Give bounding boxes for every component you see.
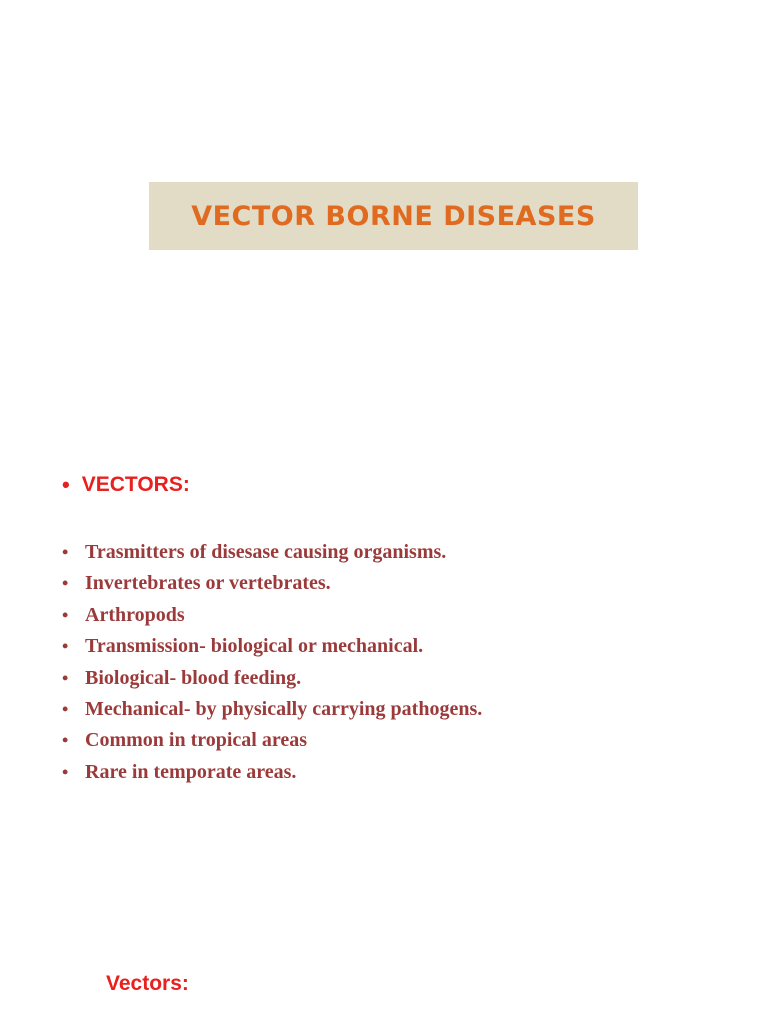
list-item: [62, 604, 482, 635]
section-heading: [62, 472, 190, 498]
list-item: [62, 698, 482, 729]
page-title: VECTOR BORNE DISEASES: [191, 200, 596, 232]
vector-points-list: [62, 541, 482, 792]
list-item: [62, 635, 482, 666]
list-item-text: Transmission- biological or mechanical.: [85, 635, 424, 658]
list-item-text: Biological- blood feeding.: [85, 666, 302, 689]
bullet-icon: •: [62, 604, 69, 625]
bullet-icon: •: [62, 472, 70, 497]
list-item: [62, 761, 482, 792]
bullet-icon: •: [62, 730, 69, 751]
bullet-icon: •: [62, 698, 69, 719]
list-item-text: Mechanical- by physically carrying pathogens.: [85, 697, 483, 720]
bullet-icon: •: [62, 761, 69, 782]
list-item: [62, 667, 482, 698]
title-banner: [149, 182, 638, 250]
bullet-icon: •: [62, 573, 69, 594]
section-heading-label: VECTORS:: [81, 473, 190, 496]
list-item-text: Common in tropical areas: [85, 729, 308, 752]
list-item: [62, 572, 482, 603]
list-item-text: Rare in temporate areas.: [85, 760, 297, 783]
bullet-icon: •: [62, 542, 69, 562]
bullet-icon: •: [62, 667, 69, 688]
bullet-icon: •: [62, 636, 69, 657]
list-item: [62, 729, 482, 760]
list-item: [62, 541, 482, 572]
list-item-text: Invertebrates or vertebrates.: [85, 572, 331, 595]
footer-heading: Vectors:: [106, 972, 189, 995]
list-item-text: Trasmitters of disesase causing organisms.: [85, 541, 447, 563]
list-item-text: Arthropods: [85, 603, 185, 626]
